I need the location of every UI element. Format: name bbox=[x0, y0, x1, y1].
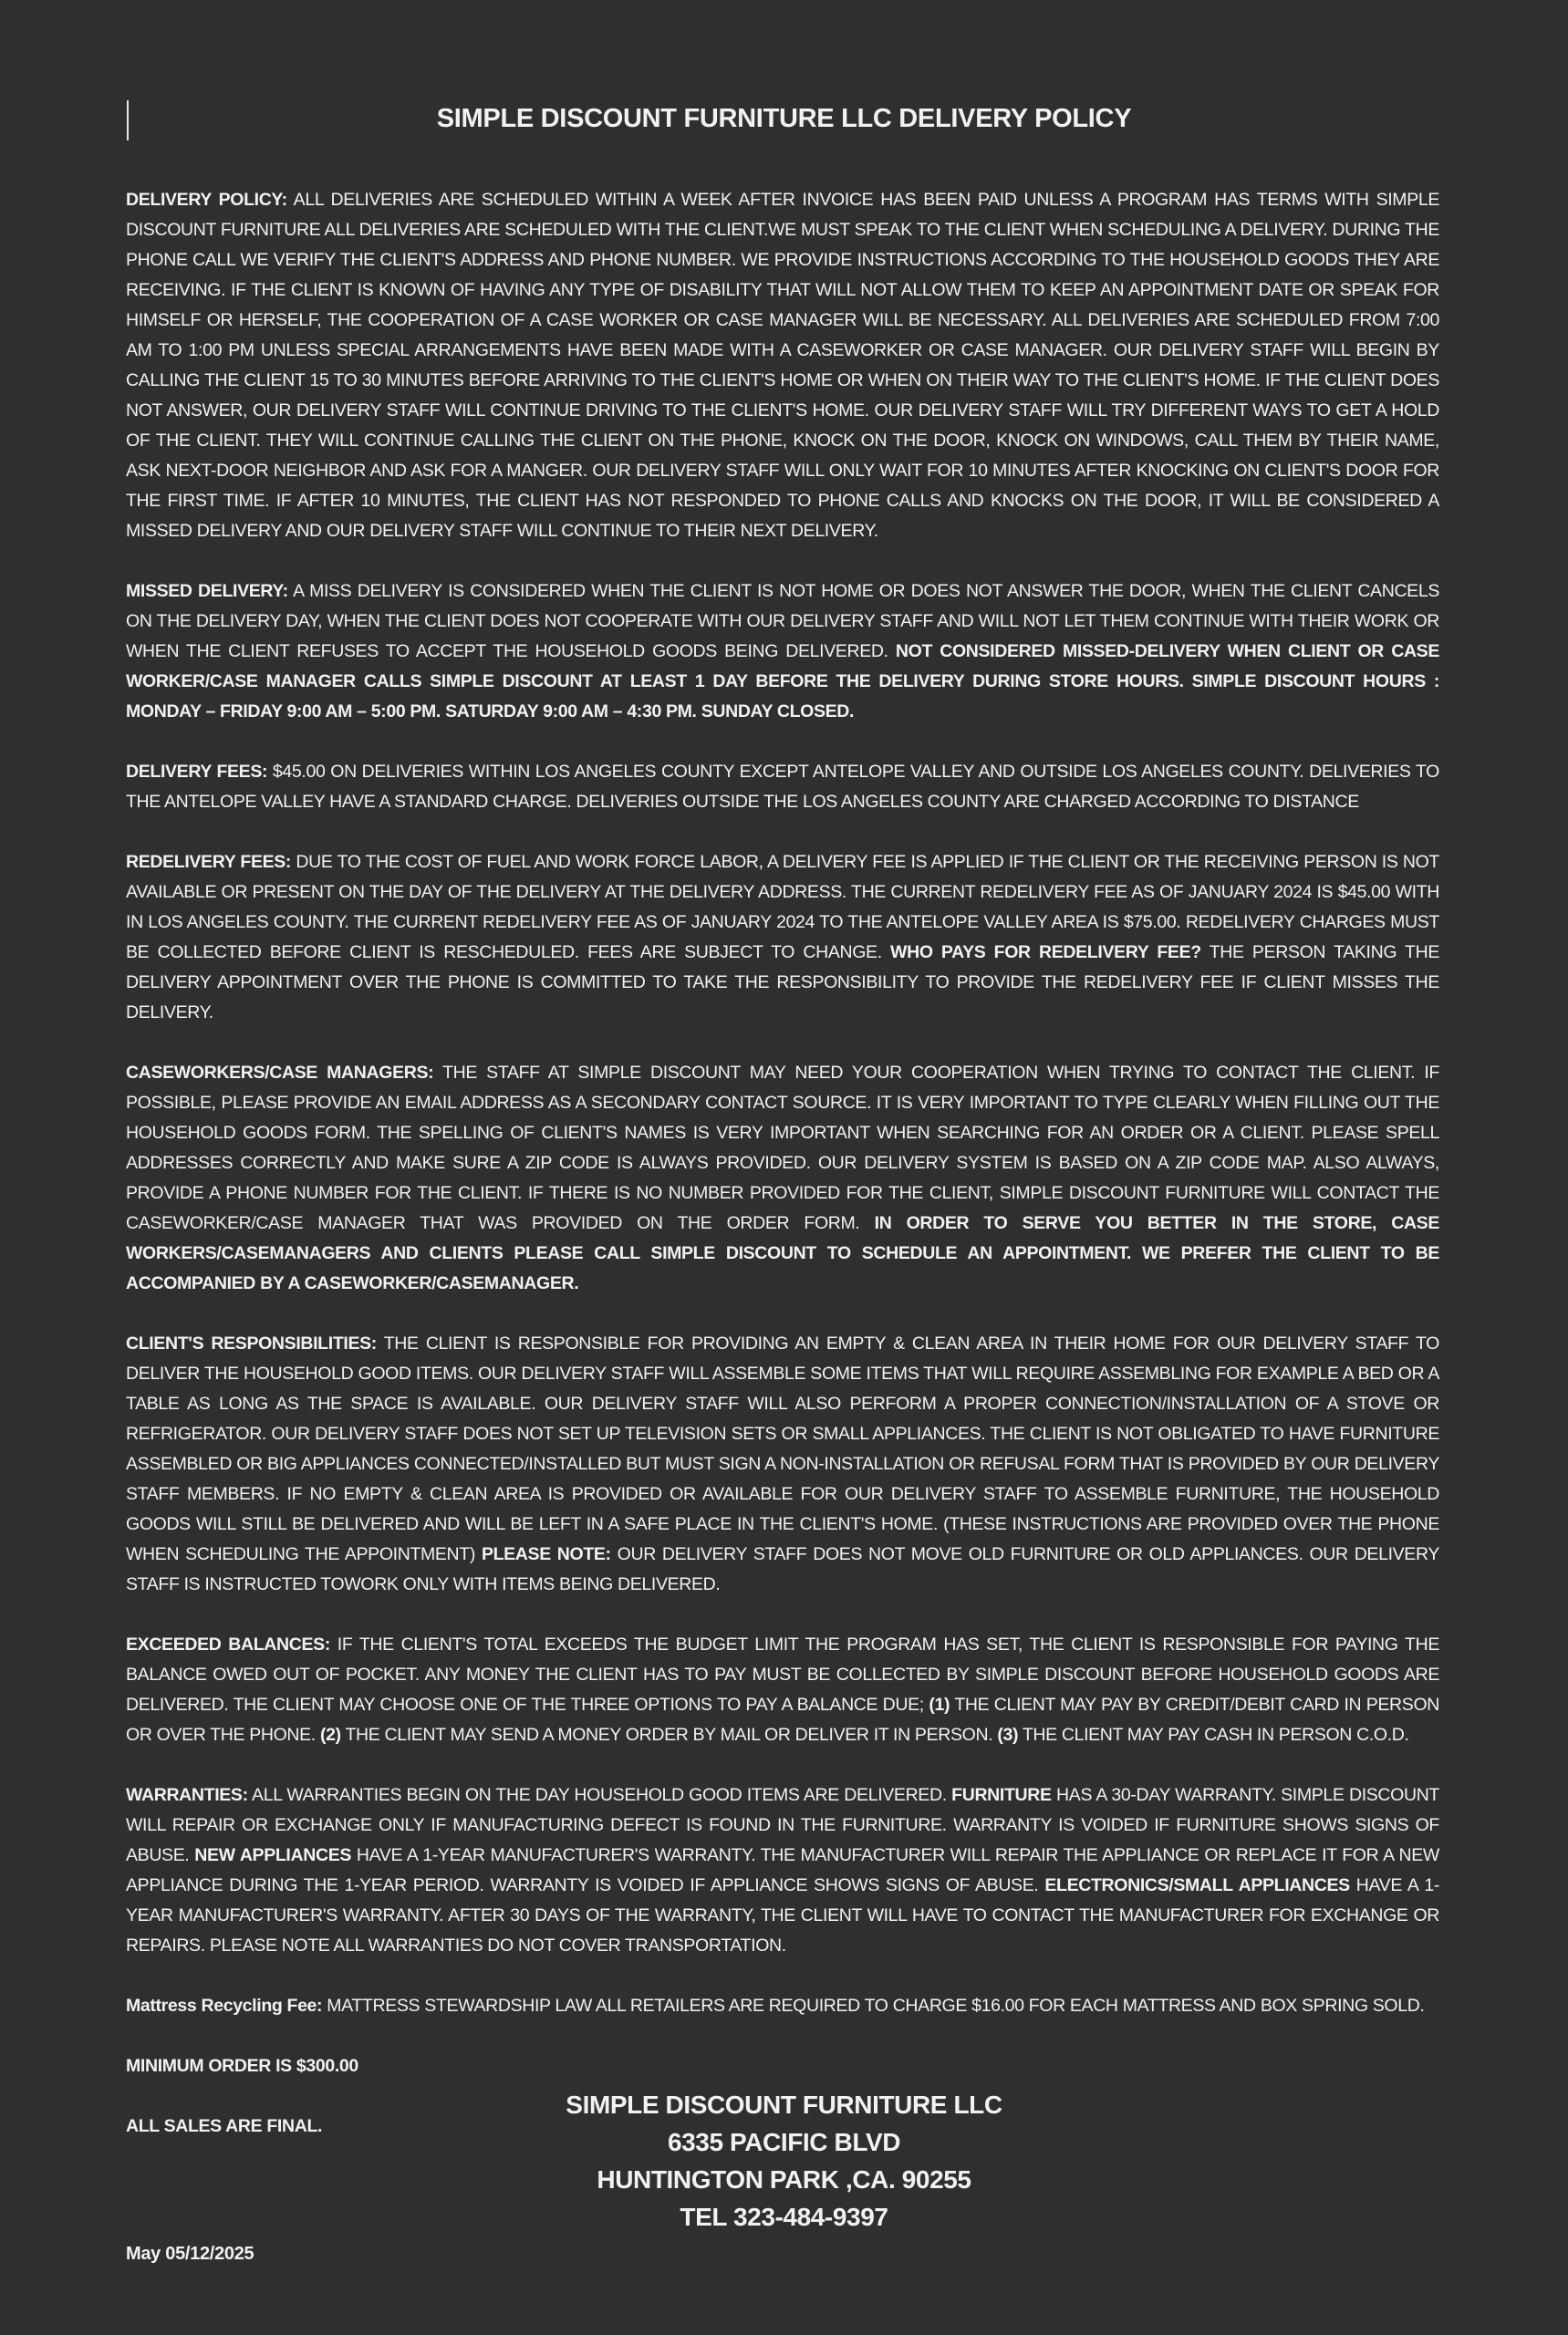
exceeded-balances-option-1-text: THE CLIENT MAY PAY BY CREDIT/DEBIT CARD IN PERSON OR OVER THE PHONE. bbox=[126, 1695, 1439, 1745]
document-date: May 05/12/2025 bbox=[126, 2244, 254, 2264]
client-responsibilities-text-after: OUR DELIVERY STAFF DOES NOT MOVE OLD FURNITURE OR OLD APPLIANCES. OUR DELIVERY STAFF IS INSTRUCTED TOWORK ONLY WITH ITEMS BEING DELIVERED. bbox=[126, 1544, 1439, 1594]
warranties-heading: WARRANTIES: bbox=[126, 1785, 248, 1805]
delivery-fees-text: $45.00 ON DELIVERIES WITHIN LOS ANGELES COUNTY EXCEPT ANTELOPE VALLEY AND OUTSIDE LOS ANGELES COUNTY. DELIVERIES TO THE ANTELOPE VALLEY HAVE A STANDARD CHARGE. DELIVERIES OUTSIDE THE LOS ANGELES COUNTY ARE CHARGED ACCORDING TO DISTANCE bbox=[126, 762, 1439, 812]
warranties-electronics-label: ELECTRONICS/SMALL APPLIANCES bbox=[1044, 1875, 1350, 1895]
document-body bbox=[126, 185, 1439, 2172]
warranties-text-1: ALL WARRANTIES BEGIN ON THE DAY HOUSEHOLD GOOD ITEMS ARE DELIVERED. bbox=[247, 1785, 952, 1805]
mattress-fee-heading: Mattress Recycling Fee: bbox=[126, 1996, 323, 2016]
mattress-fee-text: MATTRESS STEWARDSHIP LAW ALL RETAILERS ARE REQUIRED TO CHARGE $16.00 FOR EACH MATTRESS AND BOX SPRING SOLD. bbox=[322, 1996, 1425, 2016]
client-responsibilities-note: PLEASE NOTE: bbox=[481, 1544, 611, 1564]
delivery-fees-heading: DELIVERY FEES: bbox=[126, 762, 268, 782]
exceeded-balances-option-2-label: (2) bbox=[319, 1725, 341, 1745]
all-sales-final-line: ALL SALES ARE FINAL. bbox=[126, 2116, 323, 2136]
company-phone: TEL 323-484-9397 bbox=[680, 2203, 888, 2231]
caseworkers-paragraph bbox=[126, 1058, 1439, 1299]
warranties-furniture-label: FURNITURE bbox=[951, 1785, 1052, 1805]
exceeded-balances-heading: EXCEEDED BALANCES: bbox=[126, 1634, 330, 1655]
redelivery-fees-text: DUE TO THE COST OF FUEL AND WORK FORCE LABOR, A DELIVERY FEE IS APPLIED IF THE CLIENT OR THE RECEIVING PERSON IS NOT AVAILABLE OR PRESENT ON THE DAY OF THE DELIVERY AT THE DELIVERY ADDRESS. THE CURRENT REDELIVERY FEE AS OF JANUARY 2024 IS $45.00 WITH IN LOS ANGELES COUNTY. THE CURRENT REDELIVERY FEE AS OF JANUARY 2024 TO THE ANTELOPE VALLEY AREA IS $75.00. REDELIVERY CHARGES MUST BE COLLECTED BEFORE CLIENT IS RESCHEDULED. FEES ARE SUBJECT TO CHANGE. bbox=[126, 852, 1439, 962]
delivery-policy-heading: DELIVERY POLICY: bbox=[126, 190, 287, 210]
exceeded-balances-text: IF THE CLIENT'S TOTAL EXCEEDS THE BUDGET LIMIT THE PROGRAM HAS SET, THE CLIENT IS RESPONSIBLE FOR PAYING THE BALANCE OWED OUT OF POCKET. ANY MONEY THE CLIENT HAS TO PAY MUST BE COLLECTED BY SIMPLE DISCOUNT BEFORE HOUSEHOLD GOODS ARE DELIVERED. THE CLIENT MAY CHOOSE ONE OF THE THREE OPTIONS TO PAY A BALANCE DUE; bbox=[126, 1634, 1439, 1715]
redelivery-fees-heading: REDELIVERY FEES: bbox=[126, 852, 292, 872]
missed-delivery-text: A MISS DELIVERY IS CONSIDERED WHEN THE CLIENT IS NOT HOME OR DOES NOT ANSWER THE DOOR, WHEN THE CLIENT CANCELS ON THE DELIVERY DAY, WHEN THE CLIENT DOES NOT COOPERATE WITH OUR DELIVERY STAFF AND WILL NOT LET THEM CONTINUE WITH THEIR WORK OR WHEN THE CLIENT REFUSES TO ACCEPT THE HOUSEHOLD GOODS BEING DELIVERED. bbox=[126, 581, 1439, 661]
redelivery-fees-text-after: THE PERSON TAKING THE DELIVERY APPOINTMENT OVER THE PHONE IS COMMITTED TO TAKE THE RESPONSIBILITY TO PROVIDE THE REDELIVERY FEE IF CLIENT MISSES THE DELIVERY. bbox=[126, 942, 1439, 1022]
warranties-text-4: HAVE A 1-YEAR MANUFACTURER'S WARRANTY. AFTER 30 DAYS OF THE WARRANTY, THE CLIENT WILL HAVE TO CONTACT THE MANUFACTURER FOR EXCHANGE OR REPAIRS. PLEASE NOTE ALL WARRANTIES DO NOT COVER TRANSPORTATION. bbox=[126, 1875, 1439, 1956]
exceeded-balances-option-1-label: (1) bbox=[929, 1695, 950, 1715]
company-address-block bbox=[0, 2086, 1568, 2236]
missed-delivery-bold-text: NOT CONSIDERED MISSED-DELIVERY WHEN CLIENT OR CASE WORKER/CASE MANAGER CALLS SIMPLE DISCOUNT AT LEAST 1 DAY BEFORE THE DELIVERY DURING STORE HOURS. SIMPLE DISCOUNT HOURS : MONDAY – FRIDAY 9:00 AM – 5:00 PM. SATURDAY 9:00 AM – 4:30 PM. SUNDAY CLOSED. bbox=[126, 641, 1439, 721]
company-city: HUNTINGTON PARK ,CA. 90255 bbox=[597, 2165, 971, 2194]
client-responsibilities-paragraph bbox=[126, 1329, 1439, 1600]
document-title: SIMPLE DISCOUNT FURNITURE LLC DELIVERY POLICY bbox=[436, 104, 1132, 133]
missed-delivery-paragraph bbox=[126, 576, 1439, 727]
delivery-policy-text: ALL DELIVERIES ARE SCHEDULED WITHIN A WEEK AFTER INVOICE HAS BEEN PAID UNLESS A PROGRAM HAS TERMS WITH SIMPLE DISCOUNT FURNITURE ALL DELIVERIES ARE SCHEDULED WITH THE CLIENT.WE MUST SPEAK TO THE CLIENT WHEN SCHEDULING A DELIVERY. DURING THE PHONE CALL WE VERIFY THE CLIENT'S ADDRESS AND PHONE NUMBER. WE PROVIDE INSTRUCTIONS ACCORDING TO THE HOUSEHOLD GOODS THEY ARE RECEIVING. IF THE CLIENT IS KNOWN OF HAVING ANY TYPE OF DISABILITY THAT WILL NOT ALLOW THEM TO KEEP AN APPOINTMENT DATE OR SPEAK FOR HIMSELF OR HERSELF, THE COOPERATION OF A CASE WORKER OR CASE MANAGER WILL BE NECESSARY. ALL DELIVERIES ARE SCHEDULED FROM 7:00 AM TO 1:00 PM UNLESS SPECIAL ARRANGEMENTS HAVE BEEN MADE WITH A CASEWORKER OR CASE MANAGER. OUR DELIVERY STAFF WILL BEGIN BY CALLING THE CLIENT 15 TO 30 MINUTES BEFORE ARRIVING TO THE CLIENT'S HOME OR WHEN ON THEIR WAY TO THE CLIENT'S HOME. IF THE CLIENT DOES NOT ANSWER, OUR DELIVERY STAFF WILL CONTINUE DRIVING TO THE CLIENT'S HOME. OUR DELIVERY STAFF WILL TRY DIFFERENT WAYS TO GET A HOLD OF THE CLIENT. THEY WILL CONTINUE CALLING THE CLIENT ON THE PHONE, KNOCK ON THE DOOR, KNOCK ON WINDOWS, CALL THEM BY THEIR NAME, ASK NEXT-DOOR NEIGHBOR AND ASK FOR A MANGER. OUR DELIVERY STAFF WILL ONLY WAIT FOR 10 MINUTES AFTER KNOCKING ON CLIENT'S DOOR FOR THE FIRST TIME. IF AFTER 10 MINUTES, THE CLIENT HAS NOT RESPONDED TO PHONE CALLS AND KNOCKS ON THE DOOR, IT WILL BE CONSIDERED A MISSED DELIVERY AND OUR DELIVERY STAFF WILL CONTINUE TO THEIR NEXT DELIVERY. bbox=[126, 190, 1440, 541]
exceeded-balances-option-3-text: THE CLIENT MAY PAY CASH IN PERSON C.O.D. bbox=[1018, 1725, 1409, 1745]
caseworkers-heading: CASEWORKERS/CASE MANAGERS: bbox=[126, 1063, 434, 1083]
company-street: 6335 PACIFIC BLVD bbox=[667, 2128, 901, 2156]
client-responsibilities-text: THE CLIENT IS RESPONSIBLE FOR PROVIDING AN EMPTY & CLEAN AREA IN THEIR HOME FOR OUR DELIVERY STAFF TO DELIVER THE HOUSEHOLD GOOD ITEMS. OUR DELIVERY STAFF WILL ASSEMBLE SOME ITEMS THAT WILL REQUIRE ASSEMBLING FOR EXAMPLE A BED OR A TABLE AS LONG AS THE SPACE IS AVAILABLE. OUR DELIVERY STAFF WILL ALSO PERFORM A PROPER CONNECTION/INSTALLATION OF A STOVE OR REFRIGERATOR. OUR DELIVERY STAFF DOES NOT SET UP TELEVISION SETS OR SMALL APPLIANCES. THE CLIENT IS NOT OBLIGATED TO HAVE FURNITURE ASSEMBLED OR BIG APPLIANCES CONNECTED/INSTALLED BUT MUST SIGN A NON-INSTALLATION OR REFUSAL FORM THAT IS PROVIDED BY OUR DELIVERY STAFF MEMBERS. IF NO EMPTY & CLEAN AREA IS PROVIDED OR AVAILABLE FOR OUR DELIVERY STAFF TO ASSEMBLE FURNITURE, THE HOUSEHOLD GOODS WILL STILL BE DELIVERED AND WILL BE LEFT IN A SAFE PLACE IN THE CLIENT'S HOME. (THESE INSTRUCTIONS ARE PROVIDED OVER THE PHONE WHEN SCHEDULING THE APPOINTMENT) bbox=[126, 1334, 1439, 1564]
redelivery-fees-question: WHO PAYS FOR REDELIVERY FEE? bbox=[890, 942, 1201, 962]
mattress-fee-paragraph bbox=[126, 1991, 1439, 2021]
warranties-text-2: HAS A 30-DAY WARRANTY. SIMPLE DISCOUNT WILL REPAIR OR EXCHANGE ONLY IF MANUFACTURING DEFECT IS FOUND IN THE FURNITURE. WARRANTY IS VOIDED IF FURNITURE SHOWS SIGNS OF ABUSE. bbox=[126, 1785, 1439, 1865]
caseworkers-bold-text: IN ORDER TO SERVE YOU BETTER IN THE STORE, CASE WORKERS/CASEMANAGERS AND CLIENTS PLEASE CALL SIMPLE DISCOUNT TO SCHEDULE AN APPOINTMENT. WE PREFER THE CLIENT TO BE ACCOMPANIED BY A CASEWORKER/CASEMANAGER. bbox=[126, 1213, 1439, 1293]
delivery-policy-paragraph bbox=[126, 185, 1439, 546]
warranties-text-3: HAVE A 1-YEAR MANUFACTURER'S WARRANTY. THE MANUFACTURER WILL REPAIR THE APPLIANCE OR REPLACE IT FOR A NEW APPLIANCE DURING THE 1-YEAR PERIOD. WARRANTY IS VOIDED IF APPLIANCE SHOWS SIGNS OF ABUSE. bbox=[126, 1845, 1439, 1895]
caseworkers-text: THE STAFF AT SIMPLE DISCOUNT MAY NEED YOUR COOPERATION WHEN TRYING TO CONTACT THE CLIENT. IF POSSIBLE, PLEASE PROVIDE AN EMAIL ADDRESS AS A SECONDARY CONTACT SOURCE. IT IS VERY IMPORTANT TO TYPE CLEARLY WHEN FILLING OUT THE HOUSEHOLD GOODS FORM. THE SPELLING OF CLIENT'S NAMES IS VERY IMPORTANT WHEN SEARCHING FOR AN ORDER OR A CLIENT. PLEASE SPELL ADDRESSES CORRECTLY AND MAKE SURE A ZIP CODE IS ALWAYS PROVIDED. OUR DELIVERY SYSTEM IS BASED ON A ZIP CODE MAP. ALSO ALWAYS, PROVIDE A PHONE NUMBER FOR THE CLIENT. IF THERE IS NO NUMBER PROVIDED FOR THE CLIENT, SIMPLE DISCOUNT FURNITURE WILL CONTACT THE CASEWORKER/CASE MANAGER THAT WAS PROVIDED ON THE ORDER FORM. bbox=[126, 1063, 1439, 1233]
redelivery-fees-paragraph bbox=[126, 847, 1439, 1028]
minimum-order-line: MINIMUM ORDER IS $300.00 bbox=[126, 2056, 358, 2076]
company-name: SIMPLE DISCOUNT FURNITURE LLC bbox=[566, 2091, 1002, 2119]
exceeded-balances-option-2-text: THE CLIENT MAY SEND A MONEY ORDER BY MAIL OR DELIVER IT IN PERSON. bbox=[340, 1725, 998, 1745]
client-responsibilities-heading: CLIENT'S RESPONSIBILITIES: bbox=[126, 1334, 377, 1354]
exceeded-balances-paragraph bbox=[126, 1630, 1439, 1750]
missed-delivery-heading: MISSED DELIVERY: bbox=[126, 581, 288, 601]
warranties-paragraph bbox=[126, 1780, 1439, 1961]
delivery-fees-paragraph bbox=[126, 757, 1439, 817]
warranties-new-appliances-label: NEW APPLIANCES bbox=[194, 1845, 352, 1865]
exceeded-balances-option-3-label: (3) bbox=[997, 1725, 1019, 1745]
